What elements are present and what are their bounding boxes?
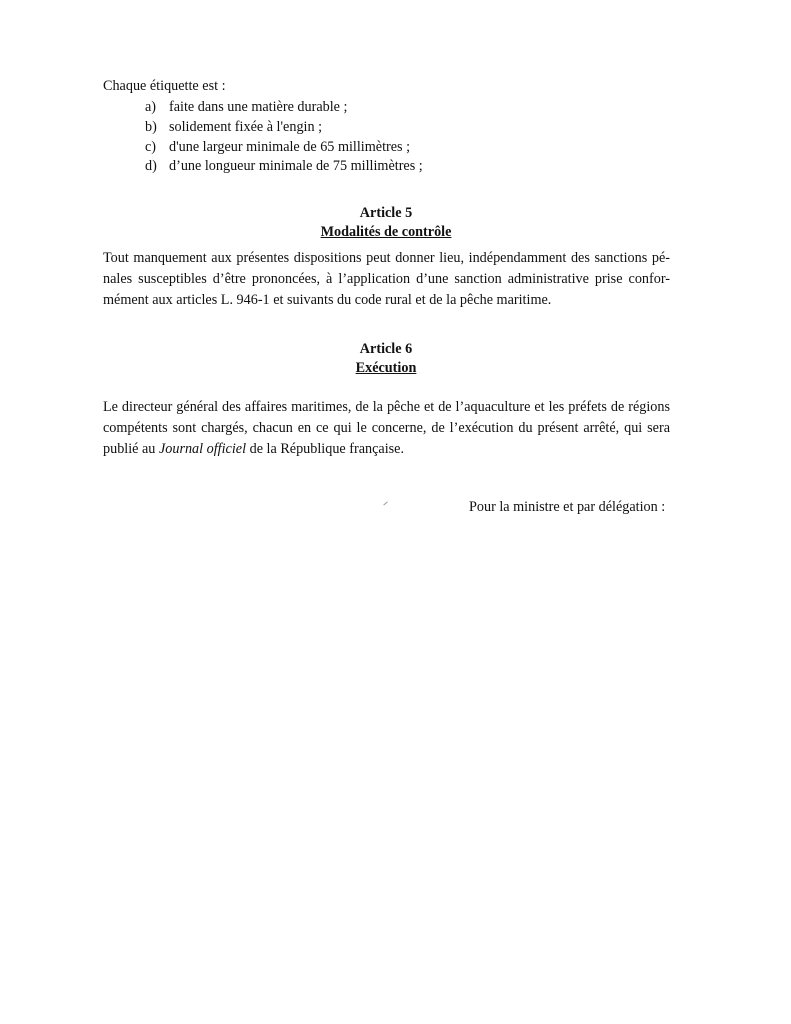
list-marker: b)	[145, 119, 157, 135]
journal-officiel-title: Journal officiel	[158, 441, 247, 457]
paragraph-line: Le directeur général des affaires maritimes, de la pêche et de l’aquaculture et les préfets de régions	[103, 399, 670, 415]
text-segment: publié au	[103, 441, 159, 457]
list-item-d	[145, 159, 423, 173]
list-marker: d)	[145, 158, 157, 174]
list-text: faite dans une matière durable ;	[169, 99, 348, 115]
list-text: d'une largeur minimale de 65 millimètres ;	[169, 139, 411, 155]
article-6-title: Exécution	[355, 360, 417, 376]
list-item-c	[145, 140, 410, 154]
article-5-number: Article 5	[359, 205, 413, 221]
paragraph-line: mément aux articles L. 946-1 et suivants du code rural et de la pêche maritime.	[103, 292, 552, 308]
article-6-paragraph	[103, 397, 670, 460]
article-6-number: Article 6	[359, 341, 413, 357]
list-marker: a)	[145, 99, 157, 115]
article-5-paragraph	[103, 248, 670, 311]
list-marker: c)	[145, 139, 157, 155]
stray-mark	[383, 502, 387, 506]
labels-intro: Chaque étiquette est :	[103, 78, 226, 94]
paragraph-line: Tout manquement aux présentes dispositions peut donner lieu, indépendamment des sanctions pé-	[103, 250, 670, 266]
list-item-b	[145, 120, 322, 134]
paragraph-line: compétents sont chargés, chacun en ce qui le concerne, de l’exécution du présent arrêté, qui sera	[103, 420, 670, 436]
list-text: solidement fixée à l'engin ;	[169, 119, 323, 135]
paragraph-line: nales susceptibles d’être prononcées, à l’application d’une sanction administrative prise confor-	[103, 271, 670, 287]
article-5-title: Modalités de contrôle	[320, 224, 452, 240]
signature-line: Pour la ministre et par délégation :	[469, 499, 666, 515]
list-text: d’une longueur minimale de 75 millimètres ;	[169, 158, 423, 174]
text-segment: de la République française.	[246, 441, 405, 457]
paragraph-line-3	[103, 439, 670, 460]
list-item-a	[145, 100, 347, 114]
